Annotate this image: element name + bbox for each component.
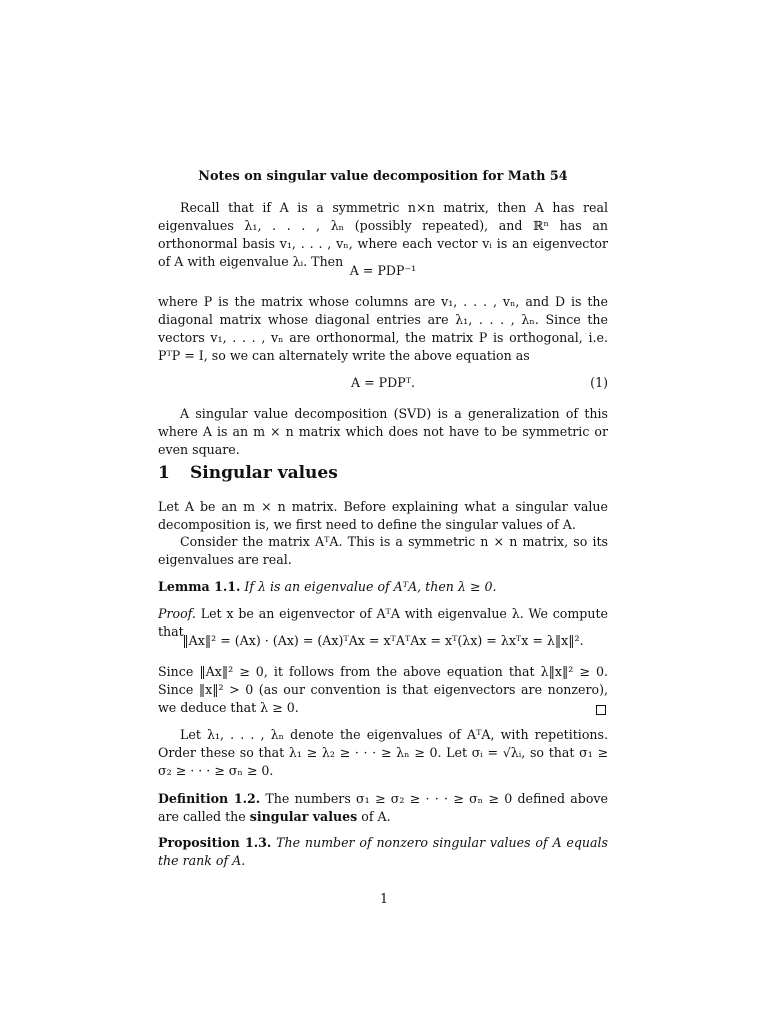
document-title: Notes on singular value decomposition for Math 54 (198, 169, 568, 184)
intro-paragraph-1: Recall that if A is a symmetric n×n matrix, then A has real eigenvalues λ₁, . . . , λₙ (possibly repeated), and ℝⁿ has an orthonormal basis v₁, . . . , vₙ, where each vector vᵢ is an eigenvector of A with eigenvalue λᵢ. Then (158, 200, 608, 269)
section-paragraph-2: Consider the matrix AᵀA. This is a symmetric n × n matrix, so its eigenvalues are real. (158, 534, 608, 567)
intro-paragraph-3: A singular value decomposition (SVD) is a generalization of this where A is an m × n matrix which does not have to be symmetric or even square. (158, 406, 608, 457)
definition-label: Definition 1.2. (158, 791, 261, 806)
lemma-text: If λ is an eigenvalue of AᵀA, then λ ≥ 0. (244, 579, 497, 594)
section-number: 1 (158, 463, 170, 483)
intro-paragraph-2: where P is the matrix whose columns are v₁, . . . , vₙ, and D is the diagonal matrix whose diagonal entries are λ₁, . . . , λₙ. Since the vectors v₁, . . . , vₙ are orthonormal, the matrix P is orthogonal, i.e. PᵀP = I, so we can alternately write the above equation as (158, 294, 608, 363)
proof-conclusion (158, 663, 608, 717)
proof-text: Let x be an eigenvector of AᵀA with eigenvalue λ. We compute that (158, 606, 608, 639)
definition-text-before: The numbers σ₁ ≥ σ₂ ≥ · · · ≥ σₙ ≥ 0 defined above are called the (158, 791, 608, 824)
equation-1 (158, 374, 608, 392)
proof-label: Proof. (158, 606, 196, 621)
lemma-label: Lemma 1.1. (158, 579, 241, 594)
equation-pdp-inverse: A = PDP⁻¹ (349, 263, 417, 278)
equation-pdp-transpose: A = PDPᵀ. (351, 375, 415, 390)
qed-square-icon (596, 705, 606, 715)
proof-equation: ‖Ax‖² = (Ax) · (Ax) = (Ax)ᵀAx = xᵀAᵀAx = xᵀ(λx) = λxᵀx = λ‖x‖². (182, 633, 584, 648)
definition-term: singular values (249, 809, 358, 824)
definition-text-after: of A. (361, 809, 391, 824)
proposition-text: The number of nonzero singular values of A equals the rank of A. (158, 835, 608, 868)
section-paragraph-1: Let A be an m × n matrix. Before explaining what a singular value decomposition is, we first need to define the singular values of A. (158, 499, 608, 532)
page-number: 1 (379, 891, 388, 906)
section-heading (158, 462, 608, 484)
equation-number: (1) (590, 375, 608, 390)
proposition-label: Proposition 1.3. (158, 835, 272, 850)
lemma (158, 578, 608, 596)
section-title: Singular values (190, 463, 338, 483)
proof-conclusion-text: Since ‖Ax‖² ≥ 0, it follows from the above equation that λ‖x‖² ≥ 0. Since ‖x‖² > 0 (as our convention is that eigenvectors are nonzero), we deduce that λ ≥ 0. (158, 664, 608, 715)
definition (158, 790, 608, 826)
proposition (158, 834, 608, 870)
ordering-paragraph: Let λ₁, . . . , λₙ denote the eigenvalues of AᵀA, with repetitions. Order these so that λ₁ ≥ λ₂ ≥ · · · ≥ λₙ ≥ 0. Let σᵢ = √λᵢ, so that σ₁ ≥ σ₂ ≥ · · · ≥ σₙ ≥ 0. (158, 727, 608, 778)
